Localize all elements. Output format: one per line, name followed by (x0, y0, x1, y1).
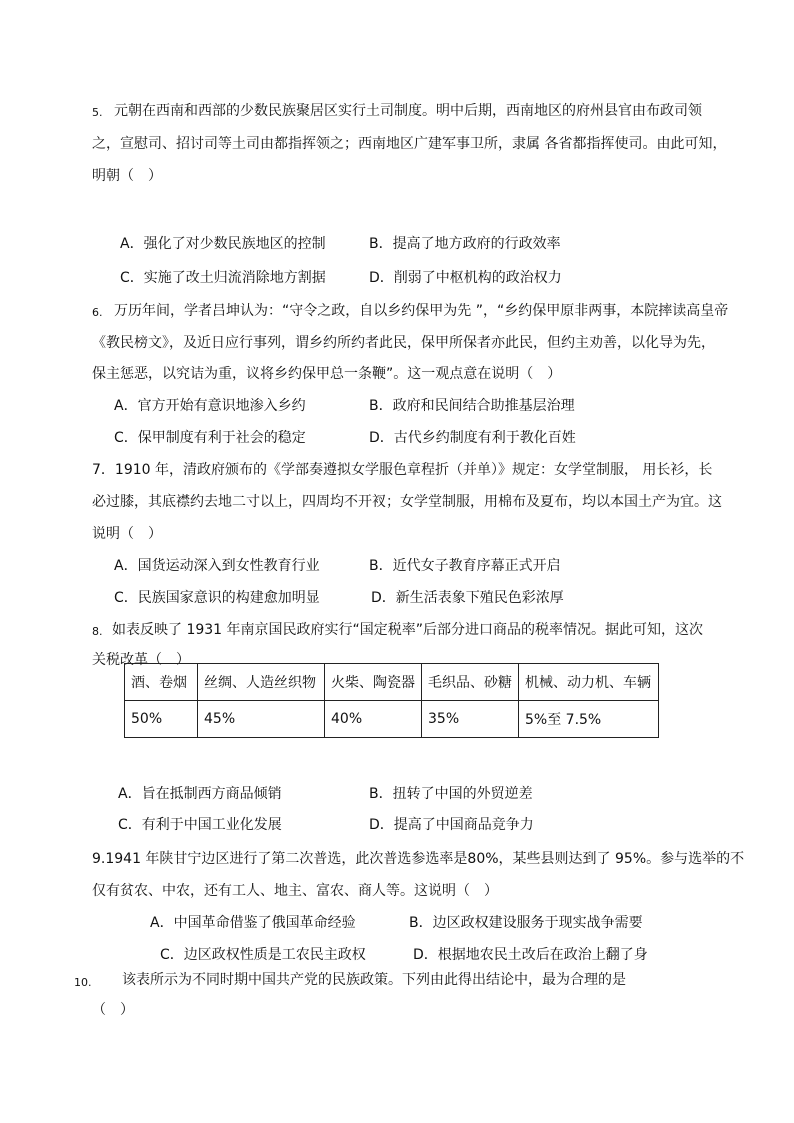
q7-option-b[interactable]: B．近代女子教育序幕正式开启 (369, 558, 561, 574)
q5-stem-line-1: 元朝在西南和西部的少数民族聚居区实行土司制度。明中后期，西南地区的府州县官由布政司领 (114, 103, 702, 119)
q6-option-d[interactable]: D．古代乡约制度有利于教化百姓 (369, 430, 576, 446)
q9-option-a[interactable]: A．中国革命借鉴了俄国革命经验 (150, 915, 356, 931)
q10-stem-line-2: （ ） (92, 1002, 134, 1018)
q5-option-c[interactable]: C．实施了改土归流消除地方割据 (120, 270, 326, 286)
q8-option-a[interactable]: A．旨在抵制西方商品倾销 (118, 786, 282, 802)
q8-option-c[interactable]: C．有利于中国工业化发展 (118, 817, 282, 833)
table-cell: 5%至 7.5% (519, 701, 659, 738)
q9-option-d[interactable]: D．根据地农民土改后在政治上翻了身 (413, 947, 648, 963)
q8-option-d[interactable]: D．提高了中国商品竞争力 (369, 817, 534, 833)
q10-stem-line-1: 该表所示为不同时期中国共产党的民族政策。下列由此得出结论中，最为合理的是 (122, 972, 626, 988)
q7-stem-line-3: 说明（ ） (92, 526, 162, 542)
q5-stem-line-2: 之，宣慰司、招讨司等土司由都指挥领之；西南地区广建军事卫所，隶属 各省都指挥使司。由此可知， (92, 136, 727, 152)
q6-option-b[interactable]: B．政府和民间结合助推基层治理 (369, 398, 575, 414)
q8-option-b[interactable]: B．扭转了中国的外贸逆差 (369, 786, 533, 802)
q7-option-a[interactable]: A．国货运动深入到女性教育行业 (114, 558, 320, 574)
q9-option-c[interactable]: C．边区政权性质是工农民主政权 (160, 947, 366, 963)
table-row (125, 664, 659, 701)
q6-stem-line-3: 保主惩恶，以究诘为重，议将乡约保甲总一条鞭”。这一观点意在说明（ ） (92, 366, 562, 382)
q8-stem-line-1: 如表反映了 1931 年南京国民政府实行“国定税率”后部分进口商品的税率情况。据此可知，这次 (112, 622, 704, 638)
q6-stem-line-1: 万历年间，学者吕坤认为：“守令之政，自以乡约保甲为先 ”，“乡约保甲原非两事，本院摔读高皇帝 (114, 303, 729, 319)
table-header-cell: 酒、卷烟 (125, 664, 198, 701)
q9-stem-line-1: 9.1941 年陕甘宁边区进行了第二次普选，此次普选参选率是80%，某些县则达到了 95%。参与选举的不 (92, 851, 745, 867)
q9-option-b[interactable]: B．边区政权建设服务于现实战争需要 (409, 915, 643, 931)
table-header-cell: 火柴、陶瓷器 (325, 664, 422, 701)
q8-stem-line-2: 关税改革（ ） (92, 652, 190, 668)
q6-number: 6. (92, 306, 103, 319)
q9-stem-line-2: 仅有贫农、中农，还有工人、地主、富农、商人等。这说明（ ） (92, 883, 498, 899)
q10-number: 10. (74, 976, 92, 989)
q7-option-d[interactable]: D．新生活表象下殖民色彩浓厚 (371, 590, 564, 606)
q5-option-a[interactable]: A．强化了对少数民族地区的控制 (120, 236, 326, 252)
table-header-cell: 毛织品、砂糖 (422, 664, 519, 701)
q6-stem-line-2: 《教民榜文》，及近日应行事列，谓乡约所约者此民，保甲所保者亦此民，但约主劝善，以化导为先， (92, 335, 715, 351)
table-cell: 45% (198, 701, 325, 738)
tariff-rate-table (124, 663, 659, 738)
q5-number: 5. (92, 106, 103, 119)
q5-stem-line-3: 明朝（ ） (92, 168, 162, 184)
q6-option-c[interactable]: C．保甲制度有利于社会的稳定 (114, 430, 306, 446)
q5-option-d[interactable]: D．削弱了中枢机构的政治权力 (369, 270, 562, 286)
q7-stem-line-1: 7．1910 年，清政府颁布的《学部奏遵拟女学服色章程折（并单）》规定：女学堂制服， 用长衫，长 (92, 462, 713, 478)
table-cell: 35% (422, 701, 519, 738)
table-cell: 40% (325, 701, 422, 738)
table-cell: 50% (125, 701, 198, 738)
q6-option-a[interactable]: A．官方开始有意识地渗入乡约 (114, 398, 306, 414)
q7-stem-line-2: 必过膝，其底襟约去地二寸以上，四周均不开衩；女学堂制服，用棉布及夏布，均以本国土产为宜。这 (92, 494, 722, 510)
table-row (125, 701, 659, 738)
q5-option-b[interactable]: B．提高了地方政府的行政效率 (369, 236, 561, 252)
q8-number: 8. (92, 625, 103, 638)
table-header-cell: 丝绸、人造丝织物 (198, 664, 325, 701)
table-header-cell: 机械、动力机、车辆 (519, 664, 659, 701)
q7-option-c[interactable]: C．民族国家意识的构建愈加明显 (114, 590, 320, 606)
